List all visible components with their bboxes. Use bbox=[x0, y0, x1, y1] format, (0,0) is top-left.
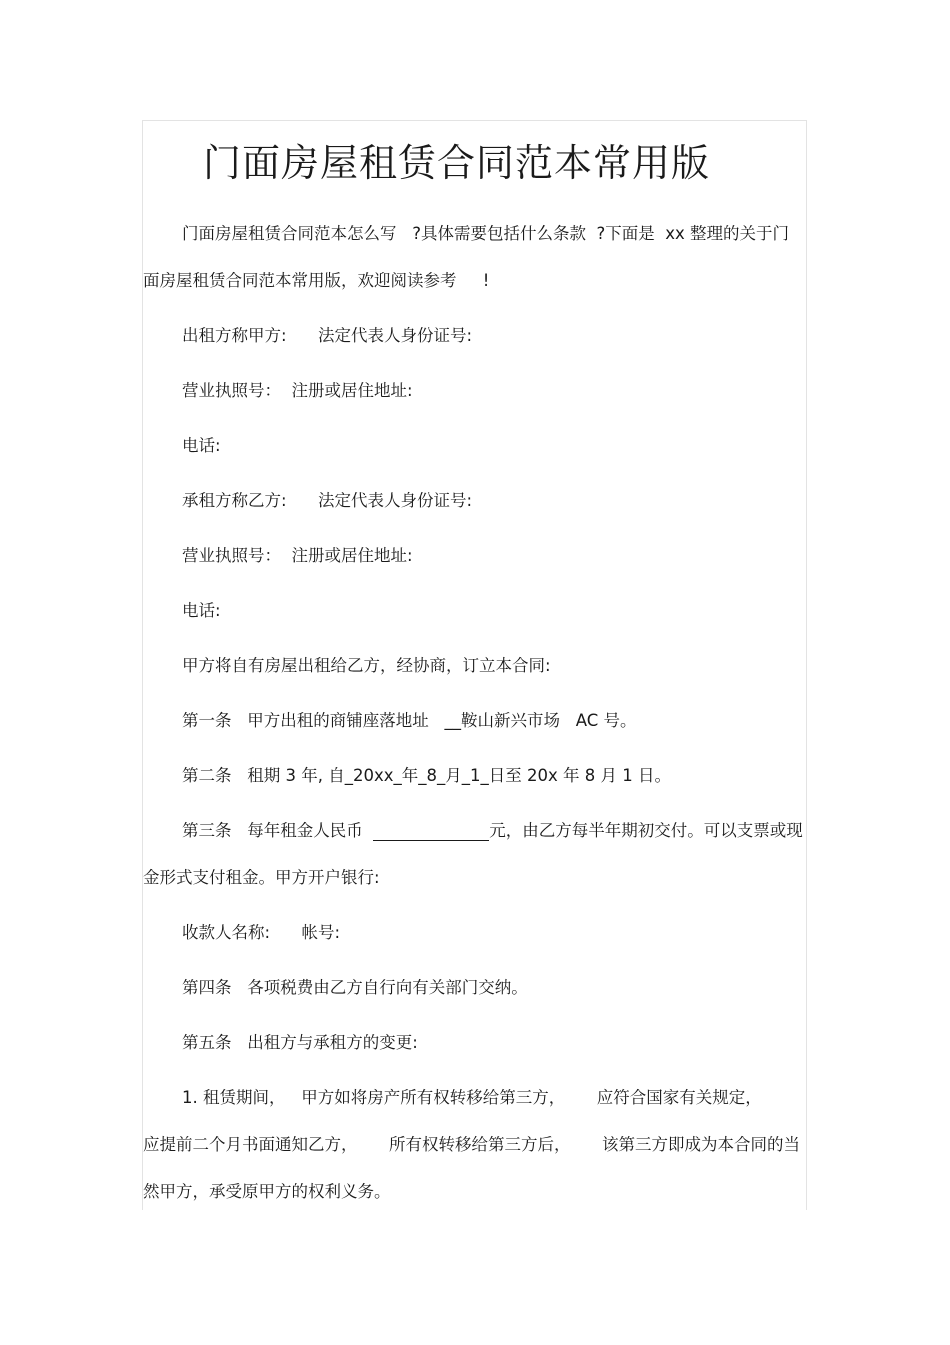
lessee-name-line: 承租方称乙方: 法定代表人身份证号: bbox=[182, 491, 473, 510]
article-3 bbox=[143, 807, 805, 901]
article-3-after: 元，由乙方每半年期初交付。可以支票或现金形式支付租金。甲方开户银行: bbox=[143, 821, 803, 887]
agreement-intro: 甲方将自有房屋出租给乙方，经协商，订立本合同: bbox=[182, 656, 551, 675]
lessor-name-line: 出租方称甲方: 法定代表人身份证号: bbox=[182, 326, 473, 345]
intro-paragraph: 门面房屋租赁合同范本怎么写 ?具体需要包括什么条款 ?下面是 xx 整理的关于门面房屋租赁合同范本常用版，欢迎阅读参考 ! bbox=[143, 224, 790, 290]
document-body bbox=[143, 210, 805, 1223]
article-4: 第四条 各项税费由乙方自行向有关部门交纳。 bbox=[182, 978, 528, 997]
article-2: 第二条 租期 3 年, 自_20xx_年_8_月_1_日至 20x 年 8 月 1 日。 bbox=[182, 766, 671, 785]
document-title: 门面房屋租赁合同范本常用版 bbox=[202, 141, 710, 185]
lessee-license-line: 营业执照号： 注册或居住地址: bbox=[182, 546, 413, 565]
lessor-license-line: 营业执照号： 注册或居住地址: bbox=[182, 381, 413, 400]
lessor-phone-line: 电话: bbox=[182, 436, 221, 455]
lessee-phone-line: 电话: bbox=[182, 601, 221, 620]
article-3-before: 第三条 每年租金人民币 bbox=[182, 821, 374, 840]
article-1: 第一条 甲方出租的商铺座落地址 __鞍山新兴市场 AC 号。 bbox=[182, 711, 637, 730]
payee-line: 收款人名称: 帐号: bbox=[182, 923, 341, 942]
article-5-item-1: 1. 租赁期间， 甲方如将房产所有权转移给第三方， 应符合国家有关规定， 应提前二个月书面通知乙方， 所有权转移给第三方后， 该第三方即成为本合同的当然甲方，承受原甲方的权利义务。 bbox=[143, 1088, 800, 1201]
article-5: 第五条 出租方与承租方的变更: bbox=[182, 1033, 418, 1052]
rent-amount-blank bbox=[373, 822, 489, 841]
